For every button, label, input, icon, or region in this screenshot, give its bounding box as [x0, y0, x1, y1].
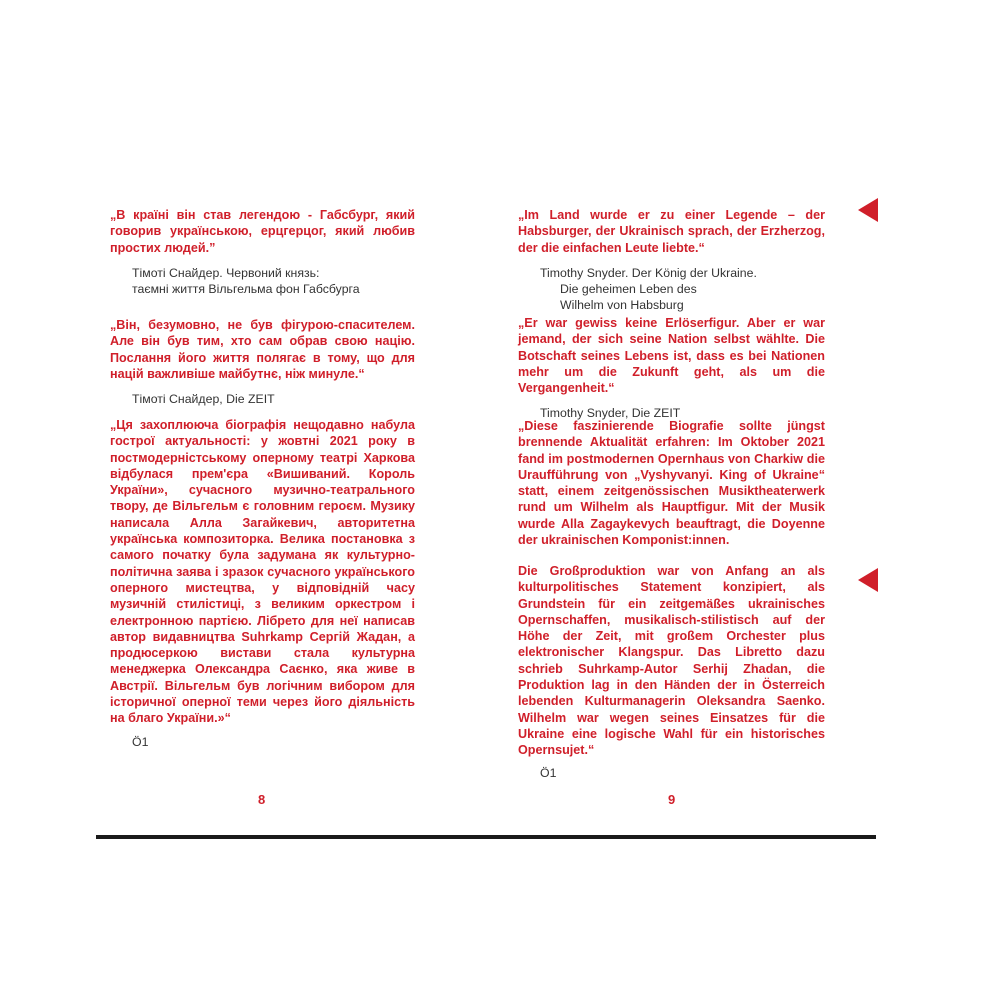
quote-text: „Ця захоплююча біографія нещодавно набула гострої актуальності: у жовтні 2021 року в постмодерністському оперному театрі Харкова відбулася прем'єра «Вишиваний. Король України», сучасного музично-театрального твору, де Вільгельм є головним героєм. Музику написала Алла Загайкевич, авторитетна українська композиторка. Велика постановка з самого початку була задумана як культурно-політична заява і зразок сучасного українського оперного мистецтва, у відповідній часу музичній стилістиці, з великим оркестром і електронною партією. Лібрето для неї написав автор видавництва Suhrkamp Сергій Жадан, а продюсеркою вистави стала культурна менеджерка Олександра Саєнко, яка живе в Австрії. Вільгельм був логічним вибором для історичної оперної теми через його діяльність на благо України.»“ — [110, 418, 415, 726]
source-line: Wilhelm von Habsburg — [560, 298, 684, 313]
quote-block-3 — [518, 418, 825, 548]
quote-source — [110, 265, 415, 298]
source-line: Тімоті Снайдер. Червоний князь: — [132, 265, 320, 280]
source-line: Die geheimen Leben des — [560, 282, 697, 297]
quote-text: Die Großproduktion war von Anfang an als kulturpolitisches Statement konzipiert, als Grundstein für ein zeitgemäßes ukrainisches Opernschaffen, musikalisch-stilistisch auf der Höhe der Zeit, mit großem Orchester plus elektronischer Klangspur. Das Libretto dazu schrieb Suhrkamp-Autor Serhij Zhadan, die Produktion lag in den Händen der in Österreich lebenden Kulturmanagerin Oleksandra Saenko. Wilhelm war wegen seines Einsatzes für die Ukraine eine logische Wahl für ein historisches Opernsujet.“ — [518, 564, 825, 758]
quote-text: „В країні він став легендою - Габсбург, який говорив українською, ерцгерцог, який любив простих людей.” — [110, 208, 415, 255]
quote-block-3 — [110, 417, 415, 750]
quote-text: „Er war gewiss keine Erlöserfigur. Aber er war jemand, der sich seine Nation selbst wählte. Die Botschaft seines Lebens ist, dass es bei Nationen mehr um die Zukunft geht, als um die Vergangenheit.“ — [518, 316, 825, 396]
quote-text: „Diese faszinierende Biografie sollte jüngst brennende Aktualität erfahren: Im Oktober 2021 fand im postmodernen Opernhaus von Charkiw die Uraufführung von „Vyshyvanyi. King of Ukraine“ statt, einem zeitgenössischen Musiktheaterwerk rund um Wilhelm als Hauptfigur. Mit der Musik wurde Alla Zagaykevych beauftragt, die Doyenne der ukrainischen Komponist:innen. — [518, 419, 825, 548]
quote-source: Timothy Snyder, Die ZEIT — [540, 406, 681, 421]
page-number-right: 9 — [668, 792, 676, 807]
quote-block-1 — [110, 207, 415, 297]
bottom-rule — [96, 835, 876, 839]
red-triangle-marker-icon — [858, 198, 878, 222]
quote-block-2 — [518, 315, 825, 422]
quote-block-4 — [518, 563, 825, 781]
quote-source — [518, 265, 825, 314]
quote-source: Ö1 — [540, 765, 557, 780]
source-line: таємні життя Вільгельма фон Габсбурга — [132, 282, 360, 297]
quote-block-1 — [518, 207, 825, 314]
page-number-left: 8 — [258, 792, 266, 807]
quote-text: „Im Land wurde er zu einer Legende – der Habsburger, der Ukrainisch sprach, der Erzherzog, der die einfachen Leute liebte.“ — [518, 208, 825, 255]
quote-source: Тімоті Снайдер, Die ZEIT — [132, 392, 275, 407]
quote-block-2 — [110, 317, 415, 407]
quote-text: „Він, безумовно, не був фігурою-спасителем. Але він був тим, хто сам обрав свою націю. Послання його життя полягає в тому, що для націй важливіше майбутнє, ніж минуле.“ — [110, 318, 415, 381]
quote-source: Ö1 — [132, 734, 149, 749]
red-triangle-marker-icon — [858, 568, 878, 592]
source-line: Timothy Snyder. Der König der Ukraine. — [540, 265, 757, 280]
